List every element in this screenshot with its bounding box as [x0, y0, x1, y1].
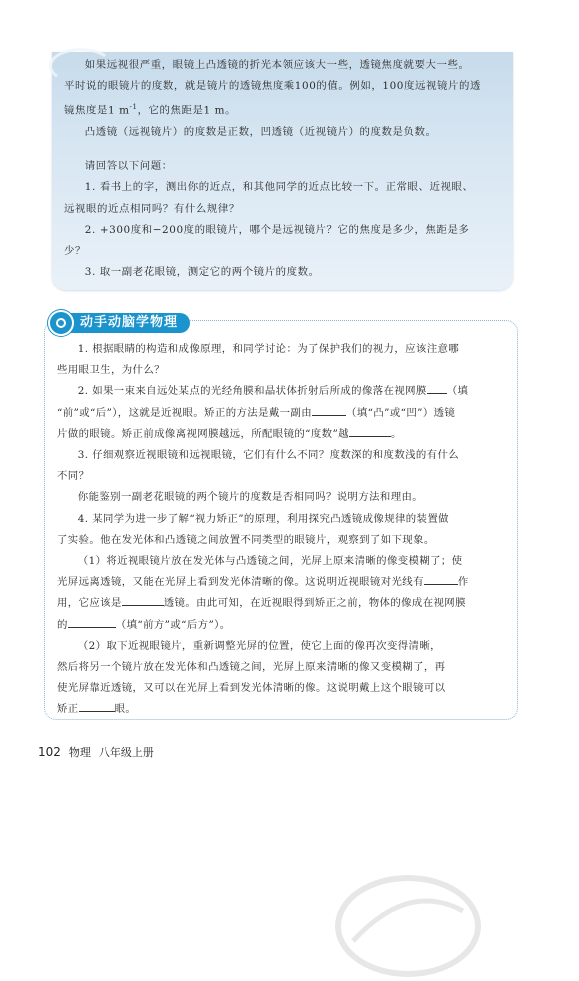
grade-label: 八年级上册: [98, 746, 154, 759]
target-icon: [48, 310, 74, 336]
box-para-4: 凸透镜（远视镜片）的度数是正数，凹透镜（近视镜片）的度数是负数。: [84, 126, 437, 139]
exercise-2-text: （填“凸”或“凹”）透镜: [346, 406, 456, 419]
box-para-3-b: ，它的焦距是1 m。: [137, 104, 237, 117]
exercise-2-text: 片做的眼镜。矫正前成像离视网膜越远，所配眼镜的“度数”越: [57, 427, 349, 440]
exercise-4-part-1-line-1: （1）将近视眼镜片放在发光体与凸透镜之间，光屏上原来清晰的像变模糊了；使: [77, 555, 463, 568]
blank-field[interactable]: [122, 594, 164, 606]
exercise-4-text: 光屏远离透镜，又能在光屏上看到发光体清晰的像。这说明近视眼镜对光线有: [57, 576, 424, 589]
exercise-4-part-2-line-3: 使光屏靠近透镜，又可以在光屏上看到发光体清晰的像。这说明戴上这个眼镜可以: [57, 682, 446, 695]
box-para-2: 平时说的眼镜片的度数，就是镜片的透镜焦度乘100的值。例如，100度远视镜片的透: [64, 80, 481, 93]
watermark-icon: [333, 871, 483, 981]
exercise-4-text: 矫正: [57, 703, 79, 716]
exercise-4-part-1-line-4: [57, 615, 508, 636]
exercise-3-line-1: 3. 仔细观察近视眼镜和远视眼镜，它们有什么不同？度数深的和度数浅的有什么: [77, 449, 460, 462]
exercise-3-line-2: 不同？: [57, 470, 90, 483]
blank-field[interactable]: [312, 404, 346, 416]
exercise-2-line-3: [57, 424, 508, 445]
exercise-1-line-1: 1. 根据眼睛的构造和成像原理，和同学讨论：为了保护我们的视力，应该注意哪: [77, 343, 460, 355]
exercise-4-text: 用，它应该是: [57, 597, 122, 610]
subject-label: 物理: [68, 746, 91, 759]
exercise-4-text: 眼。: [114, 703, 137, 716]
questions-intro: 请回答以下问题：: [84, 160, 173, 173]
blank-field[interactable]: [427, 382, 447, 394]
question-2-line-1: 2. +300度和−200度的眼镜片，哪个是远视镜片？它的焦度是多少，焦距是多: [84, 223, 470, 236]
question-1-line-2: 远视眼的近点相同吗？有什么规律？: [64, 202, 240, 215]
exercise-3-line-3: 你能鉴别一副老花眼镜的两个镜片的度数是否相同吗？说明方法和理由。: [77, 491, 424, 504]
exercise-4-text: 透镜。由此可知，在近视眼得到矫正之前，物体的像成在视网膜: [163, 597, 466, 610]
exercise-4-part-1-line-2: [57, 572, 508, 593]
question-2-line-2: 少？: [64, 245, 86, 258]
box-para-3: [64, 97, 495, 122]
page-number: 102: [38, 745, 61, 759]
decorative-ring: [49, 48, 113, 84]
unit-exponent: -1: [129, 103, 138, 112]
exercise-2-line-1: [57, 381, 508, 402]
blank-field[interactable]: [424, 573, 458, 585]
blank-field[interactable]: [79, 700, 115, 712]
exercise-4-part-2-line-2: 然后将另一个镜片放在发光体和凸透镜之间，光屏上原来清晰的像又变模糊了，再: [57, 661, 446, 674]
page-footer: [38, 744, 154, 760]
exercise-4-line-2: 了实验。他在发光体和凸透镜之间放置不同类型的眼镜片，观察到了如下现象。: [57, 533, 435, 546]
box-para-3-a: 镜焦度是1 m: [64, 104, 130, 117]
exercise-2-text: 。: [390, 427, 402, 440]
exercise-2-line-2: [57, 403, 508, 424]
question-3: 3. 取一副老花眼镜，测定它的两个镜片的度数。: [84, 266, 320, 279]
blank-field[interactable]: [68, 616, 116, 628]
section-title: 动手动脑学物理: [62, 313, 190, 333]
exercise-4-part-1-line-3: [57, 593, 508, 614]
exercise-1-line-2: 些用眼卫生，为什么？: [57, 364, 165, 377]
exercise-box: [44, 320, 518, 720]
exercise-4-text: 作: [457, 576, 469, 589]
exercise-2-text: 2. 如果一束来自远处某点的光经角膜和晶状体折射后所成的像落在视网膜: [77, 385, 427, 398]
exercise-4-text: （填“前方”或“后方”）。: [115, 618, 231, 631]
exercise-4-part-2-line-1: （2）取下近视眼镜片，重新调整光屏的位置，使它上面的像再次变得清晰，: [77, 639, 441, 652]
box-para-1: 如果远视很严重，眼镜上凸透镜的折光本领应该大一些，透镜焦度就要大一些。: [84, 59, 470, 71]
exercise-2-text: （填: [446, 385, 469, 398]
question-1-line-1: 1. 看书上的字，测出你的近点，和其他同学的近点比较一下。正常眼、近视眼、: [84, 181, 474, 194]
exercise-4-text: 的: [57, 618, 68, 631]
exercise-4-part-2-line-4: [57, 699, 508, 720]
blank-field[interactable]: [349, 425, 391, 437]
section-header: [48, 310, 190, 336]
exercise-4-line-1: 4. 某同学为进一步了解“视力矫正”的原理，利用探究凸透镜成像规律的装置做: [77, 512, 449, 525]
exercise-2-text: “前”或“后”），这就是近视眼。矫正的方法是戴一副由: [57, 406, 313, 419]
info-box: [52, 52, 513, 290]
